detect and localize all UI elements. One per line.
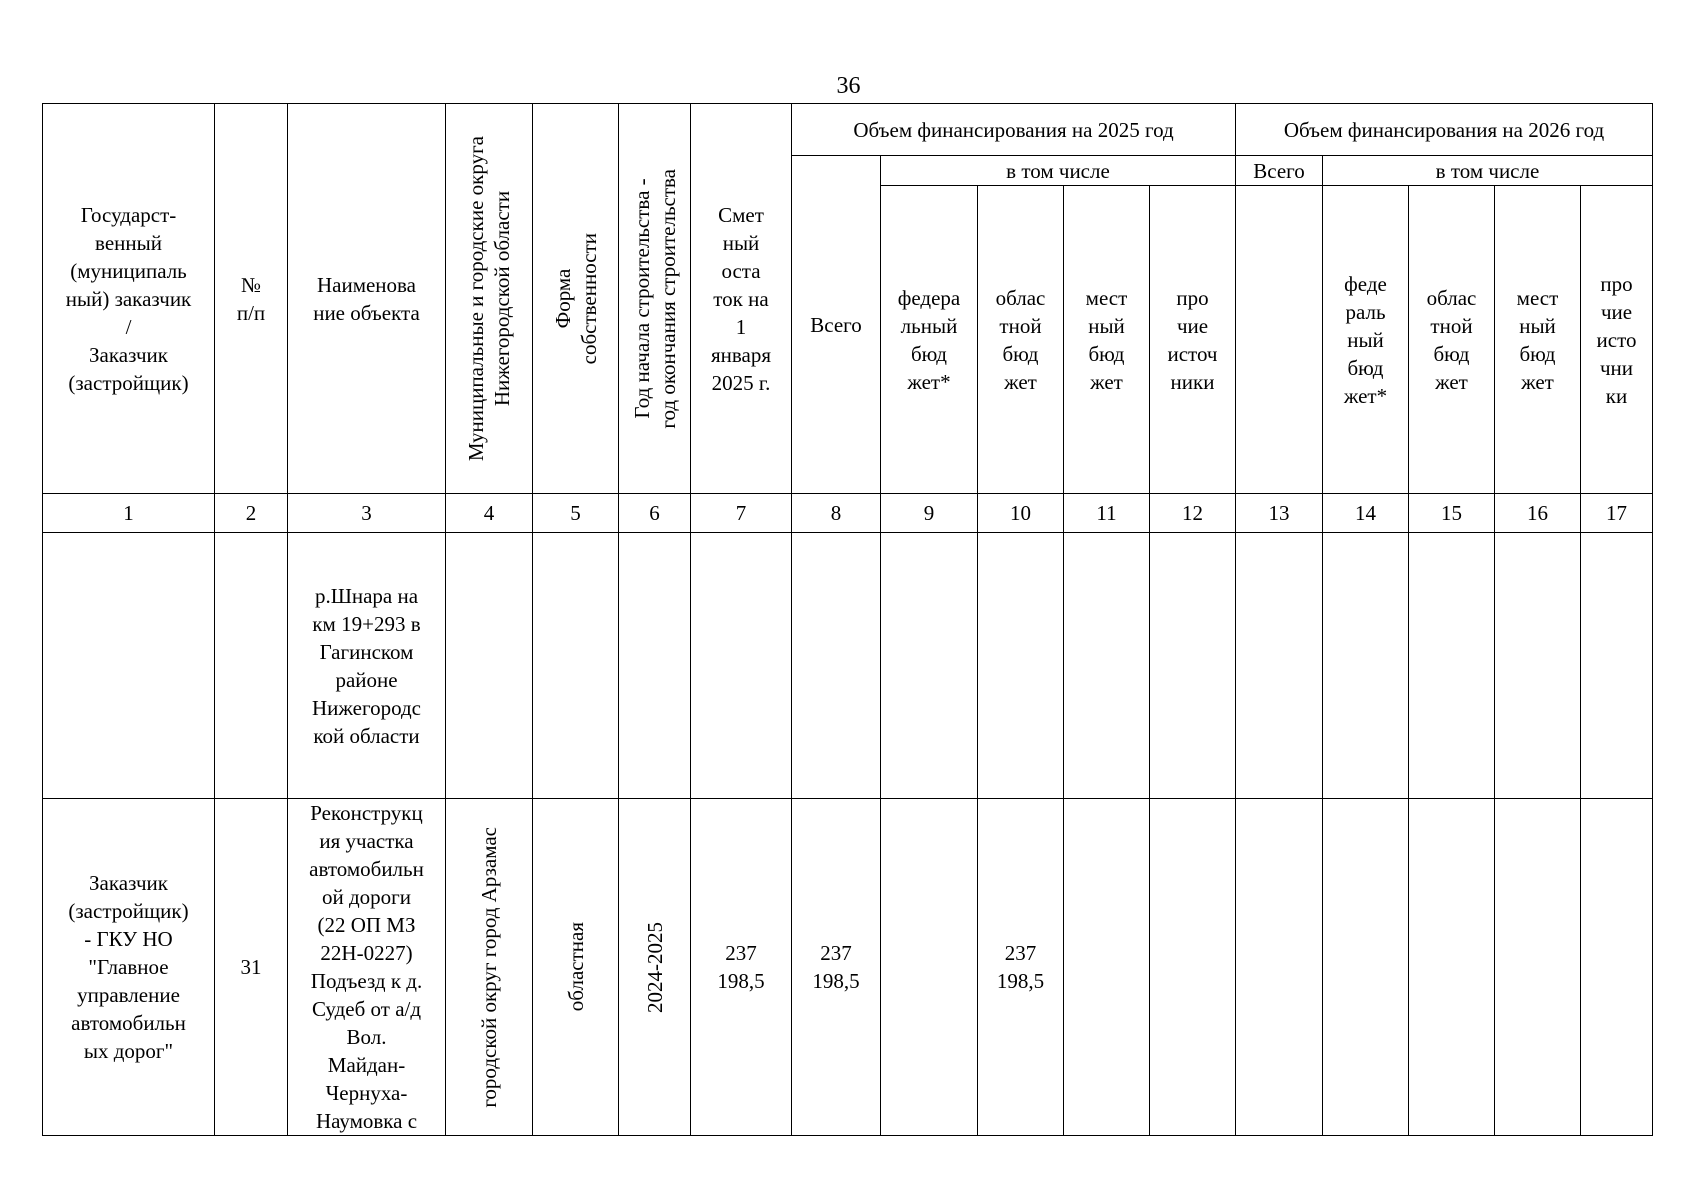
column-number: 4 bbox=[446, 494, 533, 533]
header-ownership: Форма собственности bbox=[550, 232, 601, 365]
page-number: 36 bbox=[836, 73, 861, 99]
row-local-2025 bbox=[1064, 533, 1150, 799]
header-funding-2026: Объем финансирования на 2026 год bbox=[1236, 104, 1653, 156]
column-number: 14 bbox=[1323, 494, 1409, 533]
header-total-2026-empty bbox=[1236, 186, 1323, 494]
row-federal-2026 bbox=[1323, 533, 1409, 799]
row-estimated-balance bbox=[691, 533, 792, 799]
header-years: Год начала строительства - год окончания строительства bbox=[629, 168, 680, 429]
row-years-cell bbox=[619, 799, 691, 1136]
column-number: 10 bbox=[978, 494, 1064, 533]
row-other-2026 bbox=[1581, 799, 1653, 1136]
row-number bbox=[215, 533, 288, 799]
row-regional-2026 bbox=[1409, 799, 1495, 1136]
header-ownership-cell bbox=[533, 104, 619, 494]
header-regional-2026: облас тной бюд жет bbox=[1409, 186, 1495, 494]
column-number: 13 bbox=[1236, 494, 1323, 533]
header-total-2026: Всего bbox=[1236, 156, 1323, 186]
row-federal-2025 bbox=[881, 799, 978, 1136]
header-other-2026: про чие исто чни ки bbox=[1581, 186, 1653, 494]
row-customer: Заказчик (застройщик) - ГКУ НО "Главное управление автомобильн ых дорог" bbox=[43, 799, 215, 1136]
header-total-2025: Всего bbox=[792, 156, 881, 494]
row-regional-2025: 237 198,5 bbox=[978, 799, 1064, 1136]
header-funding-2025: Объем финансирования на 2025 год bbox=[792, 104, 1236, 156]
header-municipality-cell bbox=[446, 104, 533, 494]
table-row bbox=[43, 799, 1653, 1136]
row-local-2025 bbox=[1064, 799, 1150, 1136]
row-ownership bbox=[533, 533, 619, 799]
column-number: 15 bbox=[1409, 494, 1495, 533]
row-other-2026 bbox=[1581, 533, 1653, 799]
column-number: 1 bbox=[43, 494, 215, 533]
row-other-2025 bbox=[1150, 533, 1236, 799]
header-including-2025: в том числе bbox=[881, 156, 1236, 186]
column-number: 5 bbox=[533, 494, 619, 533]
column-number: 9 bbox=[881, 494, 978, 533]
column-number: 8 bbox=[792, 494, 881, 533]
column-number: 3 bbox=[288, 494, 446, 533]
column-number: 2 bbox=[215, 494, 288, 533]
header-number: № п/п bbox=[215, 104, 288, 494]
row-regional-2025 bbox=[978, 533, 1064, 799]
header-local-2025: мест ный бюд жет bbox=[1064, 186, 1150, 494]
row-local-2026 bbox=[1495, 533, 1581, 799]
row-customer bbox=[43, 533, 215, 799]
row-federal-2026 bbox=[1323, 799, 1409, 1136]
header-estimated-balance: Смет ный оста ток на 1 января 2025 г. bbox=[691, 104, 792, 494]
header-including-2026: в том числе bbox=[1323, 156, 1653, 186]
row-federal-2025 bbox=[881, 533, 978, 799]
header-municipality: Муниципальные и городские округа Нижегородской области bbox=[464, 135, 514, 462]
column-number: 16 bbox=[1495, 494, 1581, 533]
row-ownership-cell bbox=[533, 799, 619, 1136]
row-total-2025: 237 198,5 bbox=[792, 799, 881, 1136]
row-estimated-balance: 237 198,5 bbox=[691, 799, 792, 1136]
header-other-2025: про чие источ ники bbox=[1150, 186, 1236, 494]
column-number: 11 bbox=[1064, 494, 1150, 533]
header-local-2026: мест ный бюд жет bbox=[1495, 186, 1581, 494]
row-total-2026 bbox=[1236, 533, 1323, 799]
header-years-cell bbox=[619, 104, 691, 494]
row-local-2026 bbox=[1495, 799, 1581, 1136]
row-ownership: областная bbox=[563, 922, 588, 1012]
row-years bbox=[619, 533, 691, 799]
header-federal-2025: федера льный бюд жет* bbox=[881, 186, 978, 494]
header-object-name: Наименова ние объекта bbox=[288, 104, 446, 494]
row-other-2025 bbox=[1150, 799, 1236, 1136]
row-total-2025 bbox=[792, 533, 881, 799]
row-municipality: городской округ город Арзамас bbox=[477, 826, 501, 1108]
row-total-2026 bbox=[1236, 799, 1323, 1136]
row-municipality bbox=[446, 533, 533, 799]
row-object-name: Реконструкц ия участка автомобильн ой дороги (22 ОП МЗ 22Н-0227) Подъезд к д. Судеб от а/д Вол. Майдан- Чернуха- Наумовка с bbox=[288, 799, 446, 1136]
row-regional-2026 bbox=[1409, 533, 1495, 799]
column-number: 17 bbox=[1581, 494, 1653, 533]
column-number: 6 bbox=[619, 494, 691, 533]
column-number: 7 bbox=[691, 494, 792, 533]
row-number: 31 bbox=[215, 799, 288, 1136]
column-number: 12 bbox=[1150, 494, 1236, 533]
header-customer: Государст- венный (муниципаль ный) заказчик / Заказчик (застройщик) bbox=[43, 104, 215, 494]
table-row bbox=[43, 533, 1653, 799]
row-municipality-cell bbox=[446, 799, 533, 1136]
row-years: 2024-2025 bbox=[642, 921, 667, 1013]
header-regional-2025: облас тной бюд жет bbox=[978, 186, 1064, 494]
header-federal-2026: феде раль ный бюд жет* bbox=[1323, 186, 1409, 494]
financing-table bbox=[42, 103, 1653, 1136]
row-object-name: р.Шнара на км 19+293 в Гагинском районе Нижегородс кой области bbox=[288, 533, 446, 799]
column-numbers-row bbox=[43, 494, 1653, 533]
